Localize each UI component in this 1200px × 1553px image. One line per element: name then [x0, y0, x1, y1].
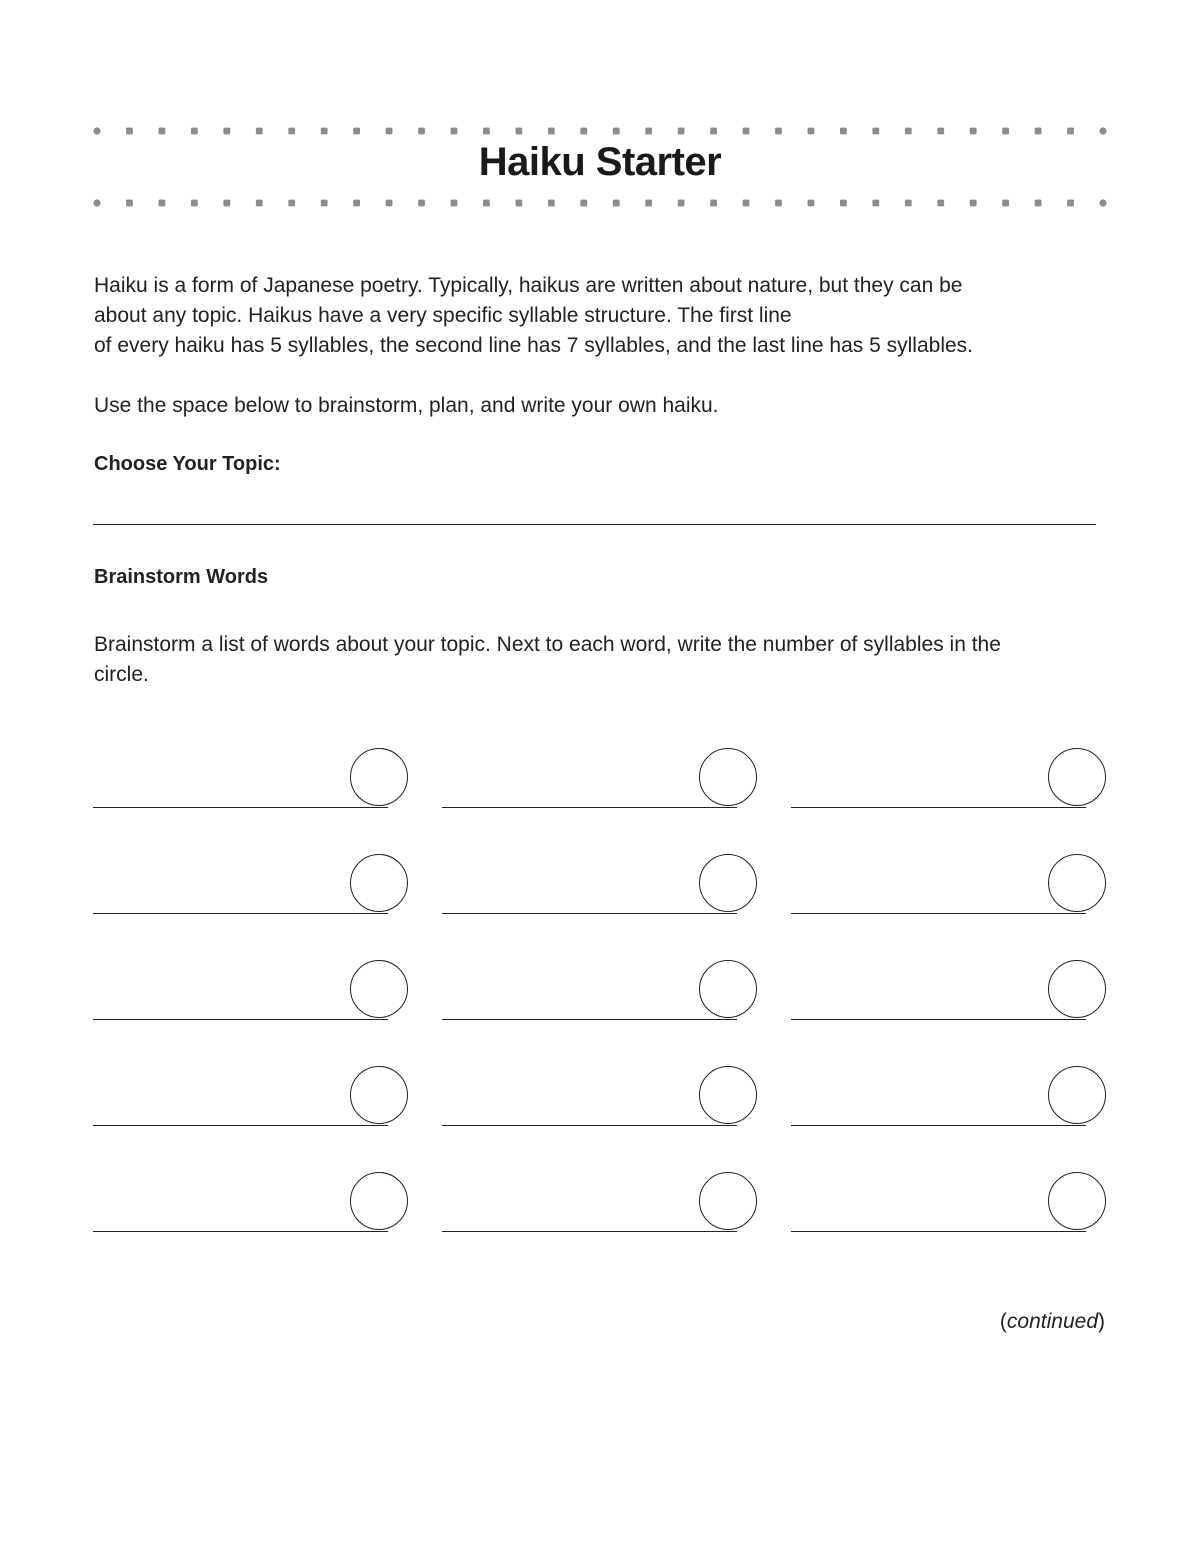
rule-dot	[483, 200, 490, 207]
rule-dot	[223, 128, 230, 135]
rule-dot	[1002, 128, 1009, 135]
rule-dot	[288, 128, 295, 135]
syllable-count-circle[interactable]	[1048, 748, 1106, 806]
continued-note	[1000, 1310, 1105, 1334]
brainstorm-heading: Brainstorm Words	[94, 566, 269, 588]
rule-dot	[580, 128, 587, 135]
rule-dot	[808, 128, 815, 135]
brainstorm-description	[94, 630, 1114, 690]
syllable-count-circle[interactable]	[350, 748, 408, 806]
rule-dot	[645, 128, 652, 135]
brainstorm-word-cell	[93, 1172, 413, 1236]
rule-dot	[353, 200, 360, 207]
syllable-count-circle[interactable]	[699, 960, 757, 1018]
rule-dot	[256, 128, 263, 135]
rule-dot	[678, 200, 685, 207]
syllable-count-circle[interactable]	[699, 854, 757, 912]
brainstorm-word-cell	[93, 960, 413, 1024]
word-answer-line[interactable]	[791, 1019, 1086, 1020]
rule-dot	[515, 200, 522, 207]
rule-dot	[613, 200, 620, 207]
brainstorm-word-cell	[93, 854, 413, 918]
topic-label: Choose Your Topic:	[94, 453, 281, 475]
topic-answer-line[interactable]	[93, 524, 1096, 525]
rule-dot	[1002, 200, 1009, 207]
word-answer-line[interactable]	[442, 1231, 737, 1232]
bottom-dotted-rule	[93, 198, 1107, 208]
rule-dot	[678, 128, 685, 135]
top-dotted-rule	[93, 126, 1107, 136]
rule-dot	[645, 200, 652, 207]
rule-dot	[386, 200, 393, 207]
continued-close-paren: )	[1098, 1310, 1105, 1333]
brainstorm-description-line-2: circle.	[94, 663, 149, 686]
rule-dot	[808, 200, 815, 207]
intro-paragraph	[94, 271, 1114, 361]
intro-line-2: about any topic. Haikus have a very specific syllable structure. The first line	[94, 304, 792, 327]
rule-dot	[191, 128, 198, 135]
rule-dot	[1099, 127, 1106, 134]
rule-dot	[710, 128, 717, 135]
rule-dot	[223, 200, 230, 207]
rule-dot	[743, 128, 750, 135]
instruction-paragraph	[94, 391, 1114, 421]
word-answer-line[interactable]	[93, 1019, 388, 1020]
rule-dot	[970, 128, 977, 135]
rule-dot	[905, 128, 912, 135]
instruction-text: Use the space below to brainstorm, plan, and write your own haiku.	[94, 394, 719, 417]
rule-dot	[353, 128, 360, 135]
syllable-count-circle[interactable]	[1048, 1172, 1106, 1230]
rule-dot	[159, 200, 166, 207]
rule-dot	[872, 128, 879, 135]
continued-word: continued	[1006, 1310, 1098, 1333]
word-answer-line[interactable]	[791, 1125, 1086, 1126]
rule-dot	[159, 128, 166, 135]
rule-dot	[548, 128, 555, 135]
rule-dot	[548, 200, 555, 207]
word-answer-line[interactable]	[93, 1231, 388, 1232]
brainstorm-word-cell	[791, 1172, 1111, 1236]
rule-dot	[126, 128, 133, 135]
rule-dot	[1067, 128, 1074, 135]
rule-dot	[1099, 199, 1106, 206]
brainstorm-word-cell	[442, 748, 762, 812]
brainstorm-word-cell	[791, 748, 1111, 812]
rule-dot	[126, 200, 133, 207]
rule-dot	[775, 200, 782, 207]
rule-dot	[386, 128, 393, 135]
rule-dot	[451, 128, 458, 135]
rule-dot	[905, 200, 912, 207]
word-answer-line[interactable]	[442, 1125, 737, 1126]
rule-dot	[321, 128, 328, 135]
rule-dot	[93, 127, 100, 134]
brainstorm-word-cell	[791, 960, 1111, 1024]
word-answer-line[interactable]	[93, 807, 388, 808]
syllable-count-circle[interactable]	[699, 1172, 757, 1230]
continued-open-paren: (	[999, 1310, 1007, 1333]
syllable-count-circle[interactable]	[350, 1172, 408, 1230]
word-answer-line[interactable]	[442, 807, 737, 808]
brainstorm-word-cell	[93, 748, 413, 812]
rule-dot	[970, 200, 977, 207]
intro-line-3: of every haiku has 5 syllables, the second line has 7 syllables, and the last line has 5 syllables.	[94, 334, 974, 357]
syllable-count-circle[interactable]	[1048, 1066, 1106, 1124]
syllable-count-circle[interactable]	[350, 854, 408, 912]
rule-dot	[580, 200, 587, 207]
word-answer-line[interactable]	[93, 1125, 388, 1126]
rule-dot	[775, 128, 782, 135]
word-answer-line[interactable]	[442, 1019, 737, 1020]
brainstorm-word-cell	[791, 854, 1111, 918]
brainstorm-word-cell	[442, 960, 762, 1024]
rule-dot	[613, 128, 620, 135]
rule-dot	[321, 200, 328, 207]
rule-dot	[1067, 200, 1074, 207]
rule-dot	[1035, 200, 1042, 207]
intro-line-1: Haiku is a form of Japanese poetry. Typically, haikus are written about nature, but they can be	[94, 274, 963, 297]
syllable-count-circle[interactable]	[350, 1066, 408, 1124]
rule-dot	[710, 200, 717, 207]
rule-dot	[288, 200, 295, 207]
rule-dot	[451, 200, 458, 207]
rule-dot	[191, 200, 198, 207]
syllable-count-circle[interactable]	[350, 960, 408, 1018]
rule-dot	[840, 128, 847, 135]
rule-dot	[256, 200, 263, 207]
brainstorm-word-cell	[442, 854, 762, 918]
word-answer-line[interactable]	[791, 913, 1086, 914]
brainstorm-word-cell	[442, 1172, 762, 1236]
word-answer-line[interactable]	[791, 807, 1086, 808]
brainstorm-word-cell	[93, 1066, 413, 1130]
brainstorm-description-line-1: Brainstorm a list of words about your topic. Next to each word, write the number of syllables in the	[94, 633, 1001, 656]
syllable-count-circle[interactable]	[699, 1066, 757, 1124]
rule-dot	[418, 128, 425, 135]
syllable-count-circle[interactable]	[1048, 960, 1106, 1018]
rule-dot	[872, 200, 879, 207]
rule-dot	[483, 128, 490, 135]
rule-dot	[515, 128, 522, 135]
page-title: Haiku Starter	[478, 140, 722, 184]
rule-dot	[840, 200, 847, 207]
rule-dot	[1035, 128, 1042, 135]
rule-dot	[937, 128, 944, 135]
brainstorm-word-cell	[442, 1066, 762, 1130]
word-answer-line[interactable]	[442, 913, 737, 914]
syllable-count-circle[interactable]	[699, 748, 757, 806]
rule-dot	[743, 200, 750, 207]
rule-dot	[418, 200, 425, 207]
syllable-count-circle[interactable]	[1048, 854, 1106, 912]
brainstorm-word-cell	[791, 1066, 1111, 1130]
rule-dot	[93, 199, 100, 206]
word-answer-line[interactable]	[791, 1231, 1086, 1232]
rule-dot	[937, 200, 944, 207]
word-answer-line[interactable]	[93, 913, 388, 914]
